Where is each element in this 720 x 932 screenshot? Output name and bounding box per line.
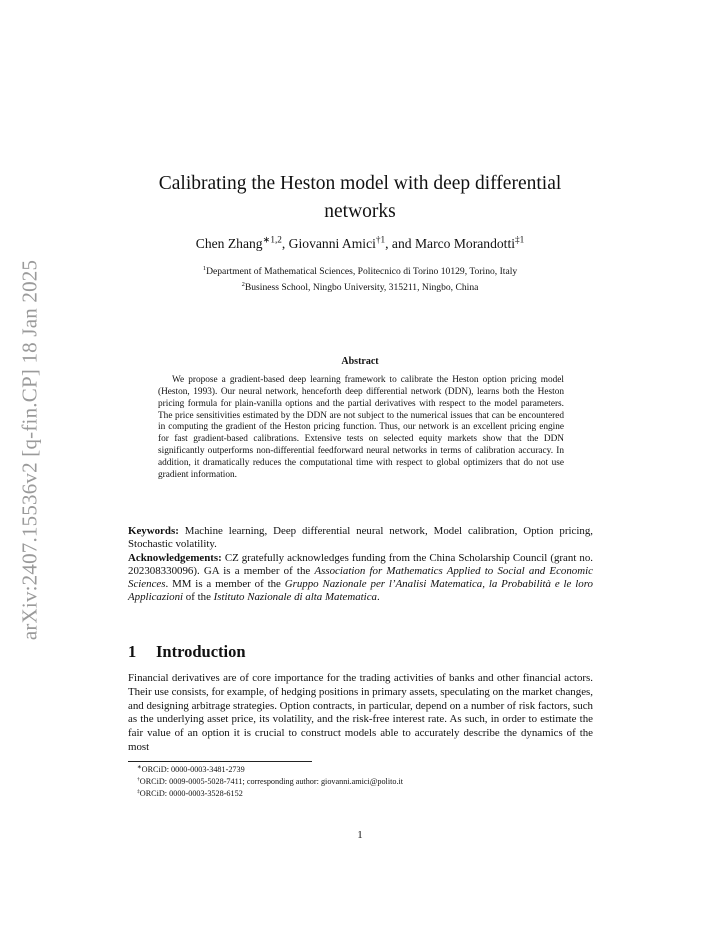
affiliation-text: Business School, Ningbo University, 315211, Ningbo, China (244, 282, 479, 293)
footnote-mark: † (137, 776, 140, 783)
acknowledgements-label: Acknowledgements: (128, 551, 222, 564)
author-name: Giovanni Amici (288, 236, 376, 251)
ack-text: CZ gratefully acknowledges funding from the China Scholarship Council (grant no. 202308330096). GA is a member of the (128, 551, 593, 577)
affiliation (130, 266, 590, 277)
ack-italic: Association for Mathematics Applied to Social and Economic Sciences (128, 564, 593, 591)
affiliation-mark: 2 (241, 280, 245, 288)
footnote (137, 789, 587, 798)
keywords-text: Machine learning, Deep differential neural network, Model calibration, Option pricing, Stochastic volatility. (128, 525, 593, 551)
arxiv-sidebar-stamp (12, 252, 48, 648)
footnote-text: ORCiD: 0000-0003-3528-6152 (139, 789, 243, 798)
keywords-paragraph (128, 525, 593, 552)
keywords-label: Keywords: (128, 525, 179, 537)
author-name: Marco Morandotti (414, 236, 515, 251)
footnote-text: ORCiD: 0000-0003-3481-2739 (141, 765, 245, 774)
title-line-1: Calibrating the Heston model with deep differential (158, 173, 562, 194)
author-separator: , and (385, 236, 415, 251)
abstract-heading: Abstract (341, 356, 379, 367)
affiliation (130, 282, 590, 293)
author-list (130, 236, 590, 252)
ack-italic: Istituto Nazionale di alta Matematica (213, 591, 377, 604)
author-name: Chen Zhang (195, 236, 263, 251)
arxiv-identifier: arXiv:2407.15536v2 [q-fin.CP] 18 Jan 2025 (17, 259, 42, 641)
author-mark: ‡1 (515, 234, 525, 245)
affiliation-mark: 1 (202, 264, 207, 272)
footnote-rule (128, 761, 312, 762)
ack-text: . (377, 591, 380, 604)
author-mark: ∗1,2 (262, 234, 282, 245)
keywords-block (128, 525, 593, 605)
page-number: 1 (357, 829, 363, 841)
footnote (137, 777, 587, 786)
footnote-text: ORCiD: 0009-0005-5028-7411; corresponding author: giovanni.amici@polito.it (139, 777, 404, 786)
section-title: Introduction (156, 642, 246, 661)
footnote (137, 765, 587, 774)
introduction-paragraph: Financial derivatives are of core importance for the trading activities of banks and other financial actors. Their use consists, for example, of hedging positions in primary assets, speculating on the market changes, and designing arbitrage strategies. Option contracts, in particular, depend on a number of risk factors, such as the underlying asset price, its volatility, and the risk-free interest rate. As such, in order to estimate the fair value of an option it is crucial to construct models able to accurately describe the dynamics of the most (128, 672, 593, 753)
ack-text: . MM is a member of the (165, 578, 281, 591)
affiliation-text: Department of Mathematical Sciences, Politecnico di Torino 10129, Torino, Italy (206, 266, 518, 277)
title-line-2: networks (324, 201, 396, 222)
abstract-body: We propose a gradient-based deep learning framework to calibrate the Heston option pricing model (Heston, 1993). Our neural network, henceforth deep differential network (DDN), learns both the Heston pricing formula for plain-vanilla options and the partial derivatives with respect to the model parameters. The price sensitivities estimated by the DDN are not subject to the numerical issues that can be encountered in computing the gradient of the Heston pricing function. Thus, our network is an excellent pricing engine for fast gradient-based calibrations. Extensive tests on selected equity markets show that the DDN significantly outperforms non-differential feedforward neural networks in terms of calibration accuracy. In addition, it dramatically reduces the computational time with respect to global optimizers that do not use gradient information. (158, 375, 564, 480)
author-mark: †1 (375, 234, 386, 245)
author-separator: , (281, 236, 289, 251)
footnote-mark: ∗ (137, 764, 142, 771)
section-heading (128, 642, 593, 662)
ack-italic: Gruppo Nazionale per l’Analisi Matematica, la Probabilità e le loro Applicazioni (128, 578, 593, 604)
ack-text: of the (185, 591, 211, 604)
acknowledgements-paragraph (128, 552, 593, 605)
section-number: 1 (128, 642, 137, 661)
footnote-mark: ‡ (137, 788, 140, 795)
paper-title (140, 170, 580, 226)
